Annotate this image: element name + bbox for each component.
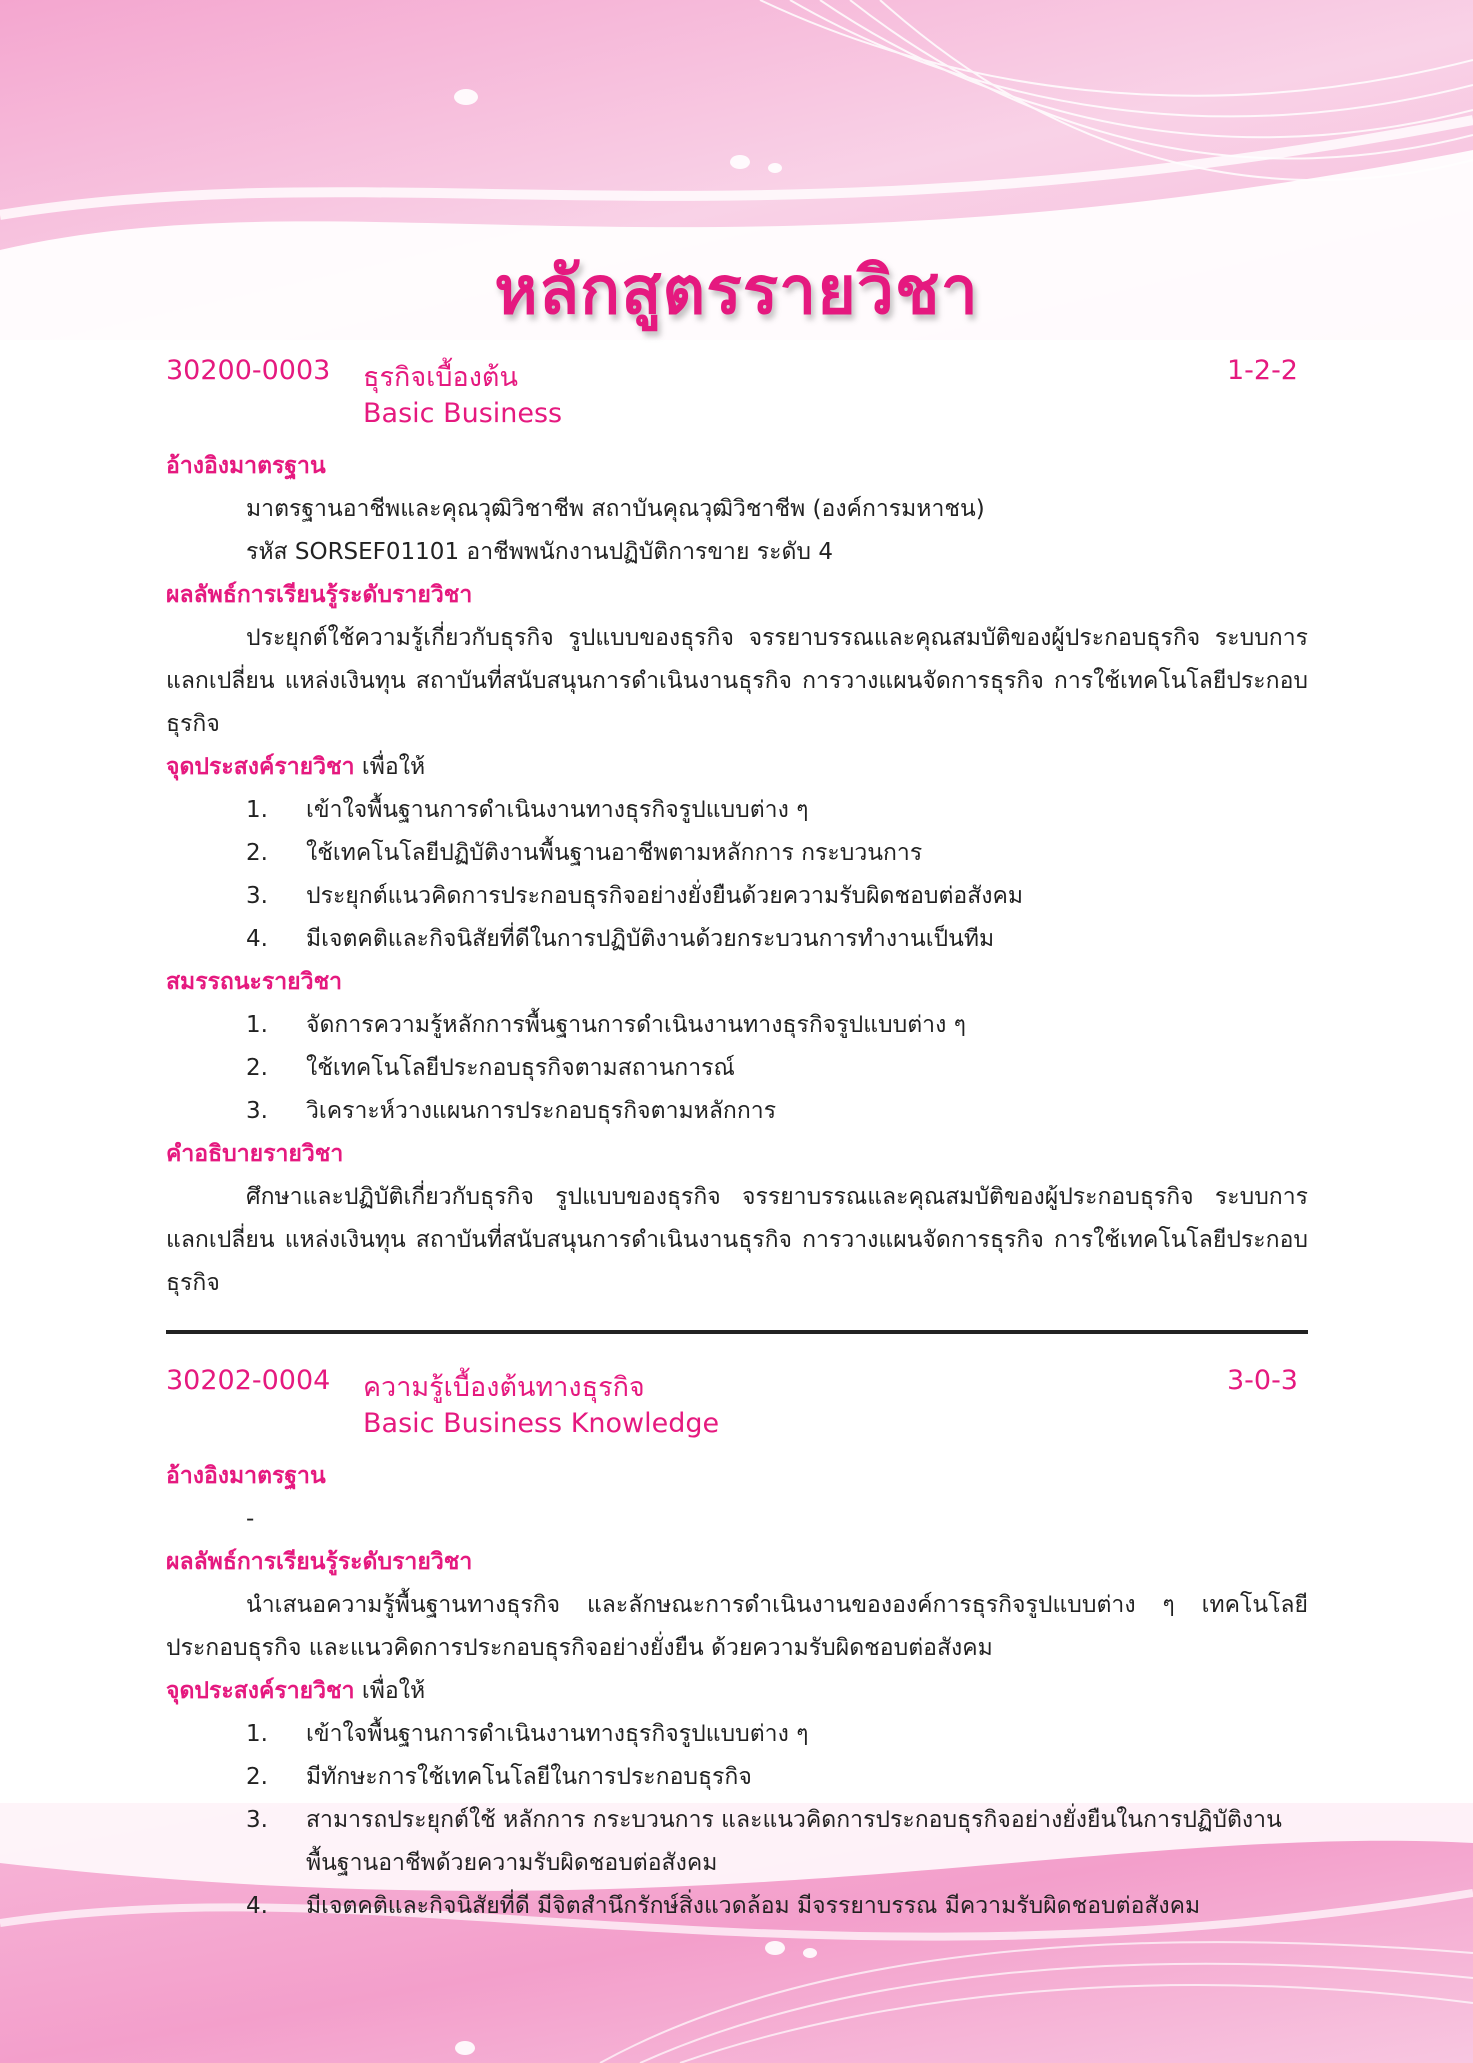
course-name-thai: ความรู้เบื้องต้นทางธุรกิจ xyxy=(363,1372,645,1403)
outcome-heading: ผลลัพธ์การเรียนรู้ระดับรายวิชา xyxy=(166,1549,473,1575)
list-item xyxy=(166,1756,1308,1799)
course-name-english: Basic Business Knowledge xyxy=(363,1408,720,1439)
outcome-text: นำเสนอความรู้พื้นฐานทางธุรกิจ และลักษณะการดำเนินงานขององค์การธุรกิจรูปแบบต่าง ๆ เทคโนโลยีประกอบธุรกิจ และแนวคิดการประกอบธุรกิจอย่างยั่งยืน ด้วยความรับผิดชอบต่อสังคม xyxy=(166,1592,1308,1661)
purpose-heading xyxy=(166,746,1308,789)
description-text: ศึกษาและปฏิบัติเกี่ยวกับธุรกิจ รูปแบบของธุรกิจ จรรยาบรรณและคุณสมบัติของผู้ประกอบธุรกิจ ระบบการแลกเปลี่ยน แหล่งเงินทุน สถาบันที่สนับสนุนการดำเนินงานธุรกิจ การวางแผนจัดการธุรกิจ การใช้เทคโนโลยีประกอบธุรกิจ xyxy=(166,1184,1308,1296)
purpose-heading-suffix: เพื่อให้ xyxy=(354,1678,426,1704)
course-section xyxy=(166,1365,1308,1928)
list-item xyxy=(166,832,1308,875)
list-item-number: 4. xyxy=(246,926,268,952)
list-item-text: ใช้เทคโนโลยีประกอบธุรกิจตามสถานการณ์ xyxy=(306,1055,735,1081)
purpose-heading-suffix: เพื่อให้ xyxy=(354,754,426,780)
list-item-text: จัดการความรู้หลักการพื้นฐานการดำเนินงานทางธุรกิจรูปแบบต่าง ๆ xyxy=(306,1012,966,1038)
list-item-number: 3. xyxy=(246,1098,268,1124)
list-item-number: 2. xyxy=(246,1764,268,1790)
description-heading: คำอธิบายรายวิชา xyxy=(166,1141,344,1167)
list-item-text: เข้าใจพื้นฐานการดำเนินงานทางธุรกิจรูปแบบต่าง ๆ xyxy=(306,1721,809,1747)
reference-heading: อ้างอิงมาตรฐาน xyxy=(166,453,326,479)
purpose-heading xyxy=(166,1670,1308,1713)
list-item-text: มีทักษะการใช้เทคโนโลยีในการประกอบธุรกิจ xyxy=(306,1764,752,1790)
list-item xyxy=(166,1090,1308,1133)
reference-line: - xyxy=(246,1506,255,1532)
reference-line: รหัส SORSEF01101 อาชีพพนักงานปฏิบัติการขาย ระดับ 4 xyxy=(246,539,833,565)
list-item-text: เข้าใจพื้นฐานการดำเนินงานทางธุรกิจรูปแบบต่าง ๆ xyxy=(306,797,809,823)
list-item-text: ประยุกต์แนวคิดการประกอบธุรกิจอย่างยั่งยืนด้วยความรับผิดชอบต่อสังคม xyxy=(306,883,1024,909)
list-item-text: มีเจตคติและกิจนิสัยที่ดี มีจิตสำนึกรักษ์สิ่งแวดล้อม มีจรรยาบรรณ มีความรับผิดชอบต่อสังคม xyxy=(306,1893,1201,1919)
list-item xyxy=(166,1047,1308,1090)
list-item xyxy=(166,918,1308,961)
list-item xyxy=(166,1799,1308,1885)
list-item-text: สามารถประยุกต์ใช้ หลักการ กระบวนการ และแนวคิดการประกอบธุรกิจอย่างยั่งยืนในการปฏิบัติงานพื้นฐานอาชีพด้วยความรับผิดชอบต่อสังคม xyxy=(306,1807,1282,1876)
course-section xyxy=(166,355,1308,1305)
course-header xyxy=(166,1365,1308,1455)
list-item-number: 1. xyxy=(246,1012,268,1038)
outcome-text: ประยุกต์ใช้ความรู้เกี่ยวกับธุรกิจ รูปแบบของธุรกิจ จรรยาบรรณและคุณสมบัติของผู้ประกอบธุรกิจ ระบบการแลกเปลี่ยน แหล่งเงินทุน สถาบันที่สนับสนุนการดำเนินงานธุรกิจ การวางแผนจัดการธุรกิจ การใช้เทคโนโลยีประกอบธุรกิจ xyxy=(166,625,1308,737)
course-name-thai: ธุรกิจเบื้องต้น xyxy=(363,362,518,393)
course-header xyxy=(166,355,1308,445)
purpose-list xyxy=(166,1713,1308,1928)
list-item xyxy=(166,1004,1308,1047)
purpose-heading-label: จุดประสงค์รายวิชา xyxy=(166,1678,355,1704)
list-item-text: ใช้เทคโนโลยีปฏิบัติงานพื้นฐานอาชีพตามหลักการ กระบวนการ xyxy=(306,840,923,866)
course-code: 30200-0003 xyxy=(166,355,331,386)
list-item-number: 4. xyxy=(246,1893,268,1919)
list-item-number: 2. xyxy=(246,1055,268,1081)
course-credits: 3-0-3 xyxy=(1226,1365,1298,1396)
course-name-english: Basic Business xyxy=(363,398,563,429)
list-item xyxy=(166,789,1308,832)
course-credits: 1-2-2 xyxy=(1226,355,1298,386)
page-title: หลักสูตรรายวิชา xyxy=(494,252,979,329)
list-item-number: 3. xyxy=(246,1807,268,1833)
competency-list xyxy=(166,1004,1308,1133)
list-item xyxy=(166,1713,1308,1756)
section-divider xyxy=(166,1330,1308,1334)
competency-heading: สมรรถนะรายวิชา xyxy=(166,969,343,995)
list-item-number: 2. xyxy=(246,840,268,866)
list-item-text: วิเคราะห์วางแผนการประกอบธุรกิจตามหลักการ xyxy=(306,1098,777,1124)
purpose-heading-label: จุดประสงค์รายวิชา xyxy=(166,754,355,780)
reference-line: มาตรฐานอาชีพและคุณวุฒิวิชาชีพ สถาบันคุณวุฒิวิชาชีพ (องค์การมหาชน) xyxy=(246,496,985,522)
list-item-number: 3. xyxy=(246,883,268,909)
purpose-list xyxy=(166,789,1308,961)
list-item-number: 1. xyxy=(246,797,268,823)
course-code: 30202-0004 xyxy=(166,1365,331,1396)
list-item-text: มีเจตคติและกิจนิสัยที่ดีในการปฏิบัติงานด้วยกระบวนการทำงานเป็นทีม xyxy=(306,926,995,952)
list-item-number: 1. xyxy=(246,1721,268,1747)
list-item xyxy=(166,1885,1308,1928)
list-item xyxy=(166,875,1308,918)
outcome-heading: ผลลัพธ์การเรียนรู้ระดับรายวิชา xyxy=(166,582,473,608)
reference-heading: อ้างอิงมาตรฐาน xyxy=(166,1463,326,1489)
